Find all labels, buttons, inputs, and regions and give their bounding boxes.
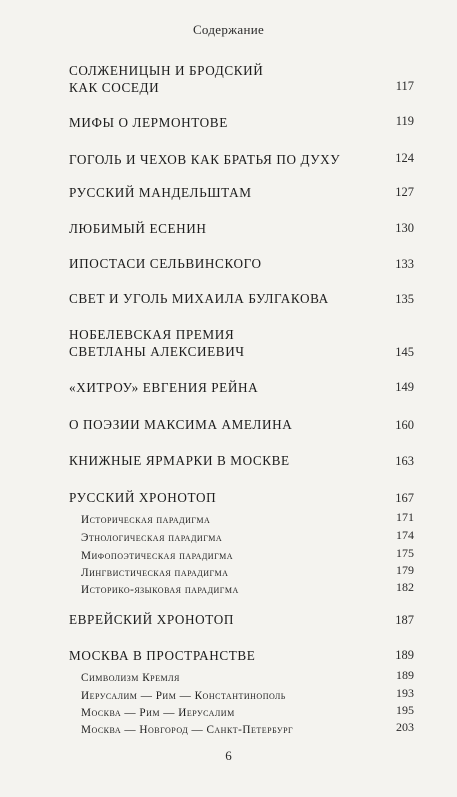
toc-subentry-page: 175 <box>396 546 414 560</box>
toc-entry-title: «ХИТРОУ» ЕВГЕНИЯ РЕЙНА <box>69 380 259 395</box>
toc-entry-title: РУССКИЙ ХРОНОТОП <box>69 490 217 505</box>
toc-entry <box>69 379 414 396</box>
toc-entry-title: ИПОСТАСИ СЕЛЬВИНСКОГО <box>69 256 262 271</box>
toc-entry-page: 117 <box>395 79 414 93</box>
toc-entry <box>69 647 414 664</box>
toc-entry-page: 130 <box>395 221 414 235</box>
toc-entry-page: 127 <box>395 185 414 199</box>
toc-subentry-title: Лингвистическая парадигма <box>81 567 229 579</box>
toc-subentry <box>81 720 414 738</box>
toc-subentry-page: 195 <box>396 703 414 717</box>
toc-entry-page: 187 <box>395 613 414 627</box>
toc-subentry-title: Москва — Рим — Иерусалим <box>81 707 235 719</box>
toc-entry-page: 163 <box>395 454 414 468</box>
toc-subentry <box>81 703 414 721</box>
toc-entry-title: СОЛЖЕНИЦЫН И БРОДСКИЙ <box>69 63 264 78</box>
toc-entry <box>69 489 414 506</box>
page-number: 6 <box>225 748 232 763</box>
toc-entry <box>69 62 414 96</box>
toc-subentry <box>81 686 414 704</box>
toc-subentry <box>81 668 414 686</box>
toc-subentry <box>81 528 414 546</box>
toc-subentry-title: Мифопоэтическая парадигма <box>81 550 233 562</box>
toc-subentry-page: 193 <box>396 686 414 700</box>
toc-entry-page: 135 <box>395 292 414 306</box>
toc-entry-title: ГОГОЛЬ И ЧЕХОВ КАК БРАТЬЯ ПО ДУХУ <box>69 152 341 167</box>
toc-entry <box>69 452 414 469</box>
toc-entry-title: СВЕТ И УГОЛЬ МИХАИЛА БУЛГАКОВА <box>69 291 329 306</box>
toc-subentry-page: 179 <box>396 563 414 577</box>
toc-entry-title: НОБЕЛЕВСКАЯ ПРЕМИЯ <box>69 327 235 342</box>
toc-subentry <box>81 580 414 598</box>
toc-subentry-title: Москва — Новгород — Санкт-Петербург <box>81 724 294 736</box>
toc-entry-page: 145 <box>395 345 414 359</box>
toc-subentry <box>81 563 414 581</box>
toc-entry <box>69 416 414 433</box>
toc-entry <box>69 326 414 360</box>
toc-subentry-page: 189 <box>396 668 414 682</box>
toc-entry-title: КАК СОСЕДИ <box>69 80 160 95</box>
toc-entry-title: КНИЖНЫЕ ЯРМАРКИ В МОСКВЕ <box>69 453 290 468</box>
toc-entry <box>69 290 414 307</box>
toc-entry-page: 133 <box>395 257 414 271</box>
toc-entry-page: 160 <box>395 418 414 432</box>
toc-entry-page: 167 <box>395 491 414 505</box>
toc-subentry-title: Историческая парадигма <box>81 514 211 526</box>
toc-entry <box>69 220 414 237</box>
toc-entry-page: 119 <box>395 114 414 128</box>
toc-subentry <box>81 510 414 528</box>
page-header: Содержание <box>192 22 265 37</box>
toc-entry <box>69 255 414 272</box>
toc-subentry-title: Иерусалим — Рим — Константинополь <box>81 690 286 702</box>
toc-entry <box>69 151 414 168</box>
toc-entry-title: СВЕТЛАНЫ АЛЕКСИЕВИЧ <box>69 344 245 359</box>
toc-subentry-title: Историко-языковая парадигма <box>81 584 239 596</box>
toc-entry <box>69 184 414 201</box>
toc-entry-title: ЕВРЕЙСКИЙ ХРОНОТОП <box>69 612 235 627</box>
toc-subentry-page: 182 <box>396 580 414 594</box>
toc-entry-title: ЛЮБИМЫЙ ЕСЕНИН <box>69 221 207 236</box>
toc-subentry-page: 171 <box>396 510 414 524</box>
toc-entry-title: МИФЫ О ЛЕРМОНТОВЕ <box>69 115 228 130</box>
toc-entry-title: РУССКИЙ МАНДЕЛЬШТАМ <box>69 185 252 200</box>
toc-entry-title: МОСКВА В ПРОСТРАНСТВЕ <box>69 648 256 663</box>
toc-entry <box>69 114 414 131</box>
toc-subentry-page: 203 <box>396 720 414 734</box>
toc-subentry <box>81 546 414 564</box>
toc-subentry-page: 174 <box>396 528 414 542</box>
toc-subentry-title: Символизм Кремля <box>81 672 180 684</box>
toc-entry-title: О ПОЭЗИИ МАКСИМА АМЕЛИНА <box>69 417 293 432</box>
toc-entry-page: 189 <box>395 648 414 662</box>
toc-entry-page: 149 <box>395 380 414 394</box>
toc-subentry-title: Этнологическая парадигма <box>81 532 223 544</box>
toc-entry-page: 124 <box>395 151 414 165</box>
toc-entry <box>69 611 414 628</box>
